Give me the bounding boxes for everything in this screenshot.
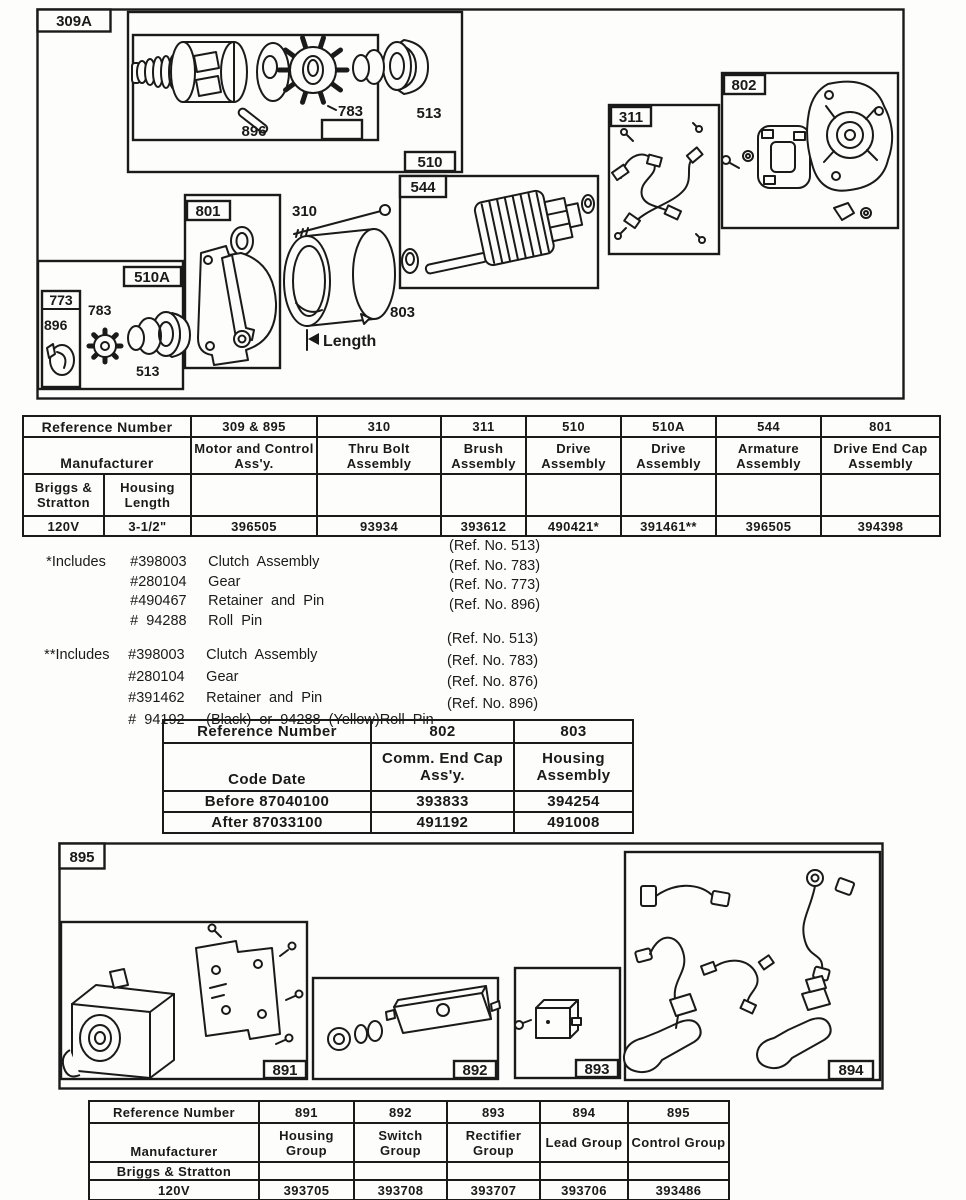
callout-801: 801 [195, 203, 221, 220]
callout-510a: 510A [134, 269, 170, 286]
assembly-armature: Armature Assembly [716, 437, 821, 474]
col-893: 893 [447, 1101, 540, 1123]
footnote-line [20, 695, 539, 728]
footnote-marker: **Includes [44, 647, 110, 663]
manufacturer-header: Manufacturer [89, 1123, 259, 1162]
part-retainer-pin [47, 344, 74, 375]
assembly-thru-bolt: Thru Bolt Assembly [317, 437, 441, 474]
callout-894: 894 [838, 1062, 864, 1079]
col-510: 510 [526, 416, 621, 437]
part-number: # 94288 [130, 612, 187, 629]
leader-783 [328, 106, 336, 110]
part-number: #490467 [130, 593, 187, 609]
callout-802: 802 [731, 77, 757, 94]
value-510: 490421* [526, 516, 621, 536]
callout-896b: 896 [44, 317, 68, 333]
empty-cell [441, 474, 526, 516]
ref-number: (Ref. No. 896) [447, 695, 539, 712]
length-value-cell: 3-1/2" [104, 516, 191, 536]
assembly-brush: Brush Assembly [441, 437, 526, 474]
assembly-drive-510a: Drive Assembly [621, 437, 716, 474]
value-893: 393707 [447, 1180, 540, 1200]
empty-cell [526, 474, 621, 516]
starter-motor-exploded-diagram [36, 8, 905, 400]
drive-assembly-box-510 [128, 12, 462, 172]
ref-number: (Ref. No. 513) [447, 631, 539, 647]
value-310: 93934 [317, 516, 441, 536]
col-892: 892 [354, 1101, 447, 1123]
ref-number-row [23, 416, 940, 437]
lead-group-box-894 [624, 852, 880, 1080]
after-row [163, 812, 633, 833]
value-894: 393706 [540, 1180, 628, 1200]
ref-number: (Ref. No. 783) [447, 652, 539, 669]
group-control: Control Group [628, 1123, 729, 1162]
mfr-line-2: Stratton [36, 495, 91, 510]
empty-cell [821, 474, 940, 516]
col-803: 803 [514, 720, 633, 743]
col-310: 310 [317, 416, 441, 437]
part-clutch-drum [171, 42, 247, 102]
callout-513: 513 [416, 105, 442, 122]
part-number: #280104 [128, 668, 185, 685]
part-pinion-gear [279, 38, 347, 103]
part-desc: Retainer and Pin [206, 690, 323, 706]
label-box-895 [60, 844, 105, 869]
part-desc: Gear [208, 573, 241, 590]
part-small-gear [89, 330, 121, 362]
mfr-name-cell [23, 474, 104, 516]
code-before-label: Before 87040100 [163, 791, 371, 812]
value-309-895: 396505 [191, 516, 317, 536]
callout-544: 544 [410, 179, 436, 196]
ref-number-header: Reference Number [163, 720, 371, 743]
callout-309a: 309A [56, 13, 92, 30]
callout-803: 803 [390, 304, 416, 321]
label-box-876 [322, 120, 362, 139]
callout-510: 510 [417, 154, 443, 171]
col-544: 544 [716, 416, 821, 437]
assembly-motor-control: Motor and Control Ass'y. [191, 437, 317, 474]
empty-cell [259, 1162, 354, 1180]
ref-number: (Ref. No. 773) [449, 577, 541, 593]
footnote-includes-1 [22, 538, 541, 629]
part-number: #280104 [130, 573, 187, 590]
part-desc: Clutch Assembly [208, 554, 320, 570]
part-mounting-plate [196, 925, 303, 1045]
part-number: #398003 [130, 554, 187, 570]
assembly-drive-end-cap: Drive End Cap Assembly [821, 437, 940, 474]
code-date-table [162, 719, 634, 834]
code-date-header: Code Date [163, 743, 371, 791]
callout-513b: 513 [136, 363, 160, 379]
assembly-name-row [23, 437, 940, 474]
brush-assembly-box-311 [609, 105, 719, 254]
part-boot-right [757, 976, 831, 1068]
part-desc: Roll Pin [208, 612, 263, 629]
part-switch [328, 986, 500, 1050]
value-802-after: 491192 [371, 812, 514, 833]
voltage-cell: 120V [23, 516, 104, 536]
callout-895: 895 [69, 849, 95, 866]
callout-310: 310 [292, 203, 318, 220]
empty-cell [447, 1162, 540, 1180]
callout-893: 893 [584, 1061, 610, 1078]
footnote-includes-2 [20, 631, 539, 728]
part-rectifier [515, 1000, 581, 1038]
callout-783: 783 [338, 103, 364, 120]
ref-number: (Ref. No. 876) [447, 674, 539, 690]
group-rectifier: Rectifier Group [447, 1123, 540, 1162]
footnote-marker: *Includes [46, 554, 106, 570]
empty-cell [191, 474, 317, 516]
part-end-cap-hardware [834, 203, 871, 220]
code-after-label: After 87033100 [163, 812, 371, 833]
value-895: 393486 [628, 1180, 729, 1200]
assembly-comm-end-cap: Comm. End Cap Ass'y. [371, 743, 514, 791]
callout-891: 891 [272, 1062, 298, 1079]
part-boot-left [624, 994, 701, 1072]
value-892: 393708 [354, 1180, 447, 1200]
empty-cell [716, 474, 821, 516]
housing-line-2: Length [124, 495, 171, 510]
callout-892: 892 [462, 1062, 488, 1079]
rectifier-group-box-893 [515, 968, 620, 1078]
groups-parts-table [88, 1100, 730, 1200]
empty-cell [317, 474, 441, 516]
col-801: 801 [821, 416, 940, 437]
value-802-before: 393833 [371, 791, 514, 812]
mfr-name-row [89, 1162, 729, 1180]
assembly-drive-510: Drive Assembly [526, 437, 621, 474]
col-894: 894 [540, 1101, 628, 1123]
group-housing: Housing Group [259, 1123, 354, 1162]
part-desc: Clutch Assembly [206, 647, 318, 663]
part-desc: Gear [206, 668, 239, 685]
col-891: 891 [259, 1101, 354, 1123]
ref-number: (Ref. No. 513) [449, 538, 541, 554]
comm-end-cap-box-802 [722, 73, 898, 228]
col-510a: 510A [621, 416, 716, 437]
part-values-row [23, 516, 940, 536]
ref-number-header: Reference Number [23, 416, 191, 437]
callout-783b: 783 [88, 302, 112, 318]
part-end-cap-casting [807, 82, 892, 191]
assembly-name-row [163, 743, 633, 791]
part-motor-housing [63, 969, 174, 1078]
callout-length: Length [323, 333, 377, 350]
part-end-cap [198, 227, 276, 365]
part-housing-tube [284, 229, 395, 326]
part-brush-card [722, 126, 810, 188]
value-311: 393612 [441, 516, 526, 536]
housing-line-1: Housing [120, 480, 175, 495]
armature-assembly-box-544 [400, 176, 598, 288]
part-number: #391462 [128, 690, 185, 706]
callout-896: 896 [241, 123, 267, 140]
value-891: 393705 [259, 1180, 354, 1200]
ref-number-row [163, 720, 633, 743]
part-drive-coupling [353, 40, 428, 94]
empty-cell [628, 1162, 729, 1180]
assembly-housing: Housing Assembly [514, 743, 633, 791]
ref-number-header: Reference Number [89, 1101, 259, 1123]
label-box-309a [38, 10, 111, 32]
empty-cell [621, 474, 716, 516]
length-dimension [307, 330, 376, 350]
value-803-before: 394254 [514, 791, 633, 812]
part-brush-wires [612, 123, 705, 243]
value-803-after: 491008 [514, 812, 633, 833]
voltage-cell: 120V [89, 1180, 259, 1200]
footnote-line [22, 596, 541, 629]
group-name-row [89, 1123, 729, 1162]
part-number: # 94192 [128, 711, 185, 728]
part-desc: (Black) or 94288 (Yellow)Roll Pin [206, 711, 434, 728]
starter-parts-table [22, 415, 941, 537]
control-group-exploded-diagram [58, 842, 884, 1090]
mfr-housing-row [23, 474, 940, 516]
empty-cell [540, 1162, 628, 1180]
col-311: 311 [441, 416, 526, 437]
group-values-row [89, 1180, 729, 1200]
drive-assembly-box-510a [38, 261, 190, 389]
part-number: #398003 [128, 647, 185, 663]
manufacturer-header: Manufacturer [23, 437, 191, 474]
mfr-name-cell: Briggs & Stratton [89, 1162, 259, 1180]
mfr-line-1: Briggs & [34, 480, 93, 495]
housing-group-box-891 [61, 922, 307, 1079]
part-small-coupling [128, 312, 190, 357]
group-switch: Switch Group [354, 1123, 447, 1162]
drive-end-cap-box-801 [185, 195, 280, 368]
col-802: 802 [371, 720, 514, 743]
part-desc: Retainer and Pin [208, 593, 325, 609]
value-510a: 391461** [621, 516, 716, 536]
housing-length-cell [104, 474, 191, 516]
value-544: 396505 [716, 516, 821, 536]
group-lead: Lead Group [540, 1123, 628, 1162]
switch-group-box-892 [313, 978, 500, 1079]
empty-cell [354, 1162, 447, 1180]
label-box-510 [405, 152, 455, 171]
ref-number-row [89, 1101, 729, 1123]
callout-311: 311 [618, 109, 644, 126]
value-801: 394398 [821, 516, 940, 536]
ref-number: (Ref. No. 783) [449, 557, 541, 574]
ref-number: (Ref. No. 896) [449, 596, 541, 613]
col-895: 895 [628, 1101, 729, 1123]
col-309-895: 309 & 895 [191, 416, 317, 437]
before-row [163, 791, 633, 812]
callout-773: 773 [49, 292, 73, 308]
